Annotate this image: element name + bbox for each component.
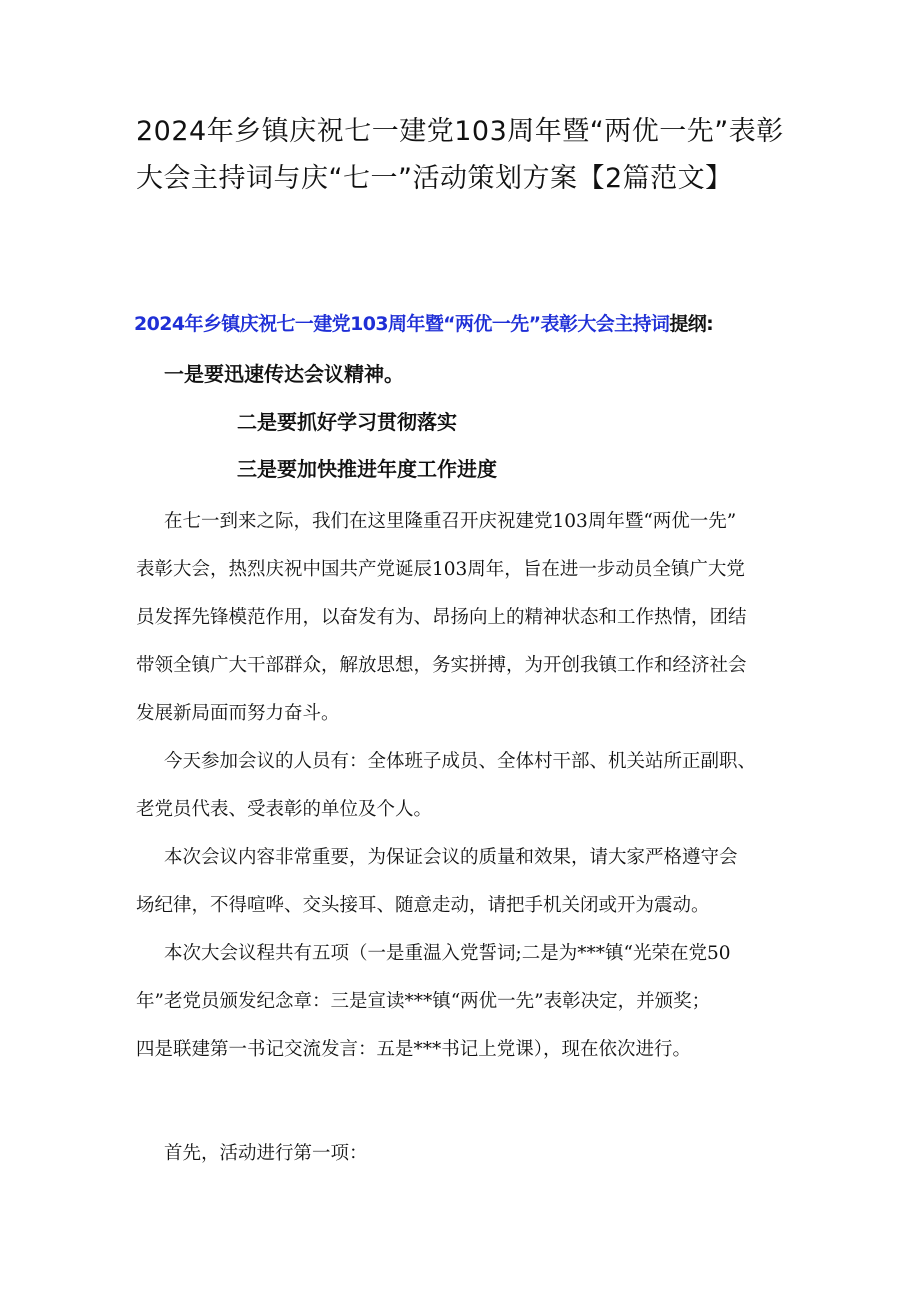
- paragraph-line: 四是联建第一书记交流发言：五是***书记上党课），现在依次进行。: [136, 1039, 692, 1060]
- outline-item-2: 二是要抓好学习贯彻落实: [237, 410, 457, 434]
- paragraph-line: 老党员代表、受表彰的单位及个人。: [136, 799, 433, 820]
- paragraph-line: 首先，活动进行第一项：: [164, 1143, 368, 1164]
- paragraph-line: 本次会议内容非常重要，为保证会议的质量和效果，请大家严格遵守会: [164, 847, 738, 868]
- paragraph-opening: [136, 498, 801, 738]
- paragraph-line: 带领全镇广大干部群众，解放思想，务实拼搏，为开创我镇工作和经济社会: [136, 655, 747, 676]
- paragraph-first-item: [136, 1130, 801, 1178]
- outline-item-1: 一是要迅速传达会议精神。: [164, 362, 404, 386]
- paragraph-line: 员发挥先锋模范作用，以奋发有为、昂扬向上的精神状态和工作热情，团结: [136, 607, 747, 628]
- section-heading-link-text: 2024年乡镇庆祝七一建党103周年暨“两优一先”表彰大会主持词: [134, 313, 670, 335]
- paragraph-line: 本次大会议程共有五项（一是重温入党誓词;二是为***镇“光荣在党50: [164, 943, 731, 964]
- title-line: 2024年乡镇庆祝七一建党103周年暨“两优一先”表彰: [136, 116, 784, 147]
- paragraph-line: 在七一到来之际，我们在这里隆重召开庆祝建党103周年暨“两优一先”: [164, 511, 737, 532]
- outline-item-3: 三是要加快推进年度工作进度: [237, 457, 497, 481]
- paragraph-discipline: [136, 834, 801, 930]
- title-line: 大会主持词与庆“七一”活动策划方案【2篇范文】: [136, 163, 733, 194]
- paragraph-line: 表彰大会，热烈庆祝中国共产党诞辰103周年，旨在进一步动员全镇广大党: [136, 559, 745, 580]
- document-title: [136, 108, 796, 202]
- paragraph-line: 今天参加会议的人员有：全体班子成员、全体村干部、机关站所正副职、: [164, 751, 757, 772]
- paragraph-line: 场纪律，不得喧哗、交头接耳、随意走动，请把手机关闭或开为震动。: [136, 895, 710, 916]
- paragraph-agenda: [136, 930, 801, 1074]
- section-heading-suffix: 提纲:: [669, 313, 714, 335]
- paragraph-line: 年”老党员颁发纪念章：三是宣读***镇“两优一先”表彰决定，并颁奖；: [136, 991, 711, 1012]
- section-heading: [134, 309, 814, 339]
- paragraph-line: 发展新局面而努力奋斗。: [136, 703, 340, 724]
- paragraph-attendees: [136, 738, 801, 834]
